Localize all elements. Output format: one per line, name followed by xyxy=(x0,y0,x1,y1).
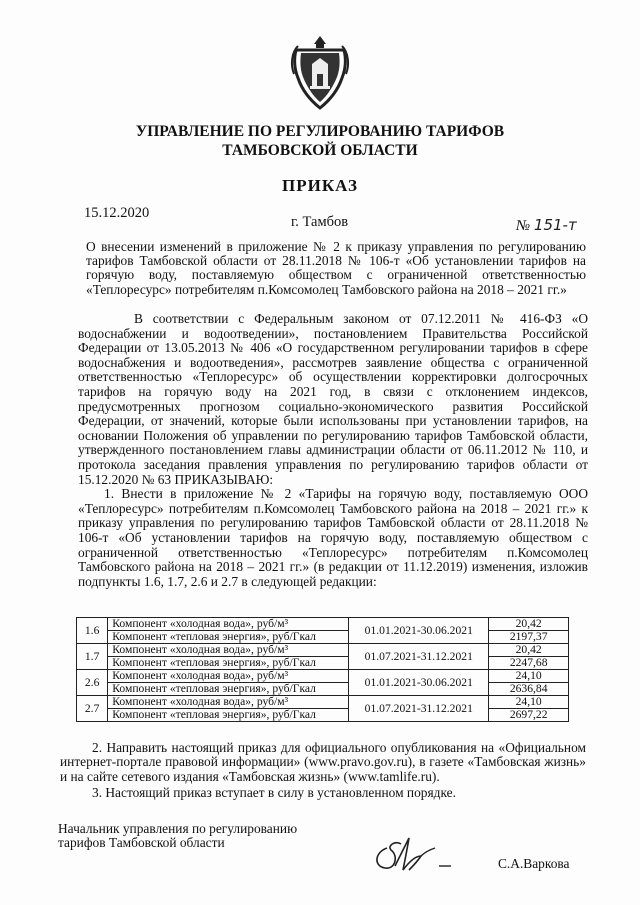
table-row xyxy=(77,657,569,670)
signatory-position-line-1: Начальник управления по регулированию xyxy=(58,821,298,836)
handwritten-signature-icon xyxy=(365,826,455,878)
agency-line-1: УПРАВЛЕНИЕ ПО РЕГУЛИРОВАНИЮ ТАРИФОВ xyxy=(135,123,505,140)
body-paragraph-2: 1. Внести в приложение № 2 «Тарифы на горячую воду, поставляемую ООО «Теплоресурс» потребителям п.Комсомолец Тамбовского района на 2018 – 2021 гг.» к приказу управления по регулированию тарифов Тамбовской области от 28.11.2018 № 106-т «Об установлении тарифов на горячую воду, поставляемую обществом с ограниченной ответственностью «Теплоресурс» потребителям п.Комсомолец Тамбовского района на 2018 – 2021 гг.» (в редакции от 11.12.2019) изменения, изложив подпункты 1.6, 1.7, 2.6 и 2.7 в следующей редакции: xyxy=(78,486,588,589)
document-date: 15.12.2020 xyxy=(84,205,150,221)
component-cell: Компонент «тепловая энергия», руб/Гкал xyxy=(108,709,349,722)
value-cell: 2636,84 xyxy=(489,683,569,696)
agency-name xyxy=(0,122,640,160)
period-cell: 01.07.2021-31.12.2021 xyxy=(349,696,489,722)
component-cell: Компонент «тепловая энергия», руб/Гкал xyxy=(108,657,349,670)
tariff-table xyxy=(76,617,569,722)
signatory-position xyxy=(58,822,297,850)
document-type: ПРИКАЗ xyxy=(282,176,358,195)
value-cell: 2197,37 xyxy=(489,631,569,644)
component-cell: Компонент «холодная вода», руб/м³ xyxy=(108,644,349,657)
period-cell: 01.01.2021-30.06.2021 xyxy=(349,670,489,696)
paragraph-publication: 2. Направить настоящий приказ для официального опубликования на «Официальном интернет-портале правовой информации» (www.pravo.gov.ru), в газете «Тамбовская жизнь» и на сайте сетевого издания «Тамбовская жизнь» (www.tamlife.ru). xyxy=(60,740,586,784)
component-cell: Компонент «холодная вода», руб/м³ xyxy=(108,696,349,709)
paragraph-effective: 3. Настоящий приказ вступает в силу в установленном порядке. xyxy=(92,785,456,801)
table-row xyxy=(77,670,569,683)
document-number xyxy=(516,216,577,235)
table-row xyxy=(77,696,569,709)
closing-paragraphs xyxy=(60,741,586,801)
coat-of-arms-icon xyxy=(290,34,350,112)
value-cell: 2697,22 xyxy=(489,709,569,722)
subpoint-cell: 2.6 xyxy=(77,670,108,696)
table-row xyxy=(77,644,569,657)
value-cell: 2247,68 xyxy=(489,657,569,670)
document-city: г. Тамбов xyxy=(291,214,349,230)
subpoint-cell: 1.6 xyxy=(77,618,108,644)
number-value: 151-т xyxy=(533,216,577,234)
component-cell: Компонент «тепловая энергия», руб/Гкал xyxy=(108,631,349,644)
document-body xyxy=(78,312,588,589)
subpoint-cell: 1.7 xyxy=(77,644,108,670)
period-cell: 01.01.2021-30.06.2021 xyxy=(349,618,489,644)
agency-line-2: ТАМБОВСКОЙ ОБЛАСТИ xyxy=(222,142,418,159)
table-row xyxy=(77,631,569,644)
subpoint-cell: 2.7 xyxy=(77,696,108,722)
table-row xyxy=(77,709,569,722)
number-prefix: № xyxy=(516,218,531,234)
component-cell: Компонент «холодная вода», руб/м³ xyxy=(108,618,349,631)
period-cell: 01.07.2021-31.12.2021 xyxy=(349,644,489,670)
body-paragraph-1: В соответствии с Федеральным законом от 07.12.2011 № 416-ФЗ «О водоснабжении и водоотведении», постановлением Правительства Российской Федерации от 13.05.2013 № 406 «О государственном регулировании тарифов в сфере водоснабжения и водоотведения», рассмотрев заявление общества с ограниченной ответственностью «Теплоресурс» об осуществлении корректировки долгосрочных тарифов на горячую воду на 2021 год, в связи с отклонением индексов, предусмотренных прогнозом социально-экономического развития Российской Федерации, от значений, которые были использованы при установлении тарифов, на основании Положения об управлении по регулированию тарифов Тамбовской области, утвержденного постановлением главы администрации области от 06.11.2012 № 110, и протокола заседания правления управления по регулированию тарифов области от 15.12.2020 № 63 ПРИКАЗЫВАЮ: xyxy=(78,311,588,487)
table-row xyxy=(77,618,569,631)
value-cell: 24,10 xyxy=(489,670,569,683)
value-cell: 20,42 xyxy=(489,644,569,657)
component-cell: Компонент «тепловая энергия», руб/Гкал xyxy=(108,683,349,696)
signatory-position-line-2: тарифов Тамбовской области xyxy=(58,835,225,850)
component-cell: Компонент «холодная вода», руб/м³ xyxy=(108,670,349,683)
value-cell: 24,10 xyxy=(489,696,569,709)
value-cell: 20,42 xyxy=(489,618,569,631)
table-row xyxy=(77,683,569,696)
document-subject: О внесении изменений в приложение № 2 к приказу управления по регулированию тарифов Тамбовской области от 28.11.2018 № 106-т «Об установлении тарифов на горячую воду, поставляемую обществом с ограниченной ответственностью «Теплоресурс» потребителям п.Комсомолец Тамбовского района на 2018 – 2021 гг.» xyxy=(86,239,586,297)
signatory-name: С.А.Варкова xyxy=(498,856,570,871)
